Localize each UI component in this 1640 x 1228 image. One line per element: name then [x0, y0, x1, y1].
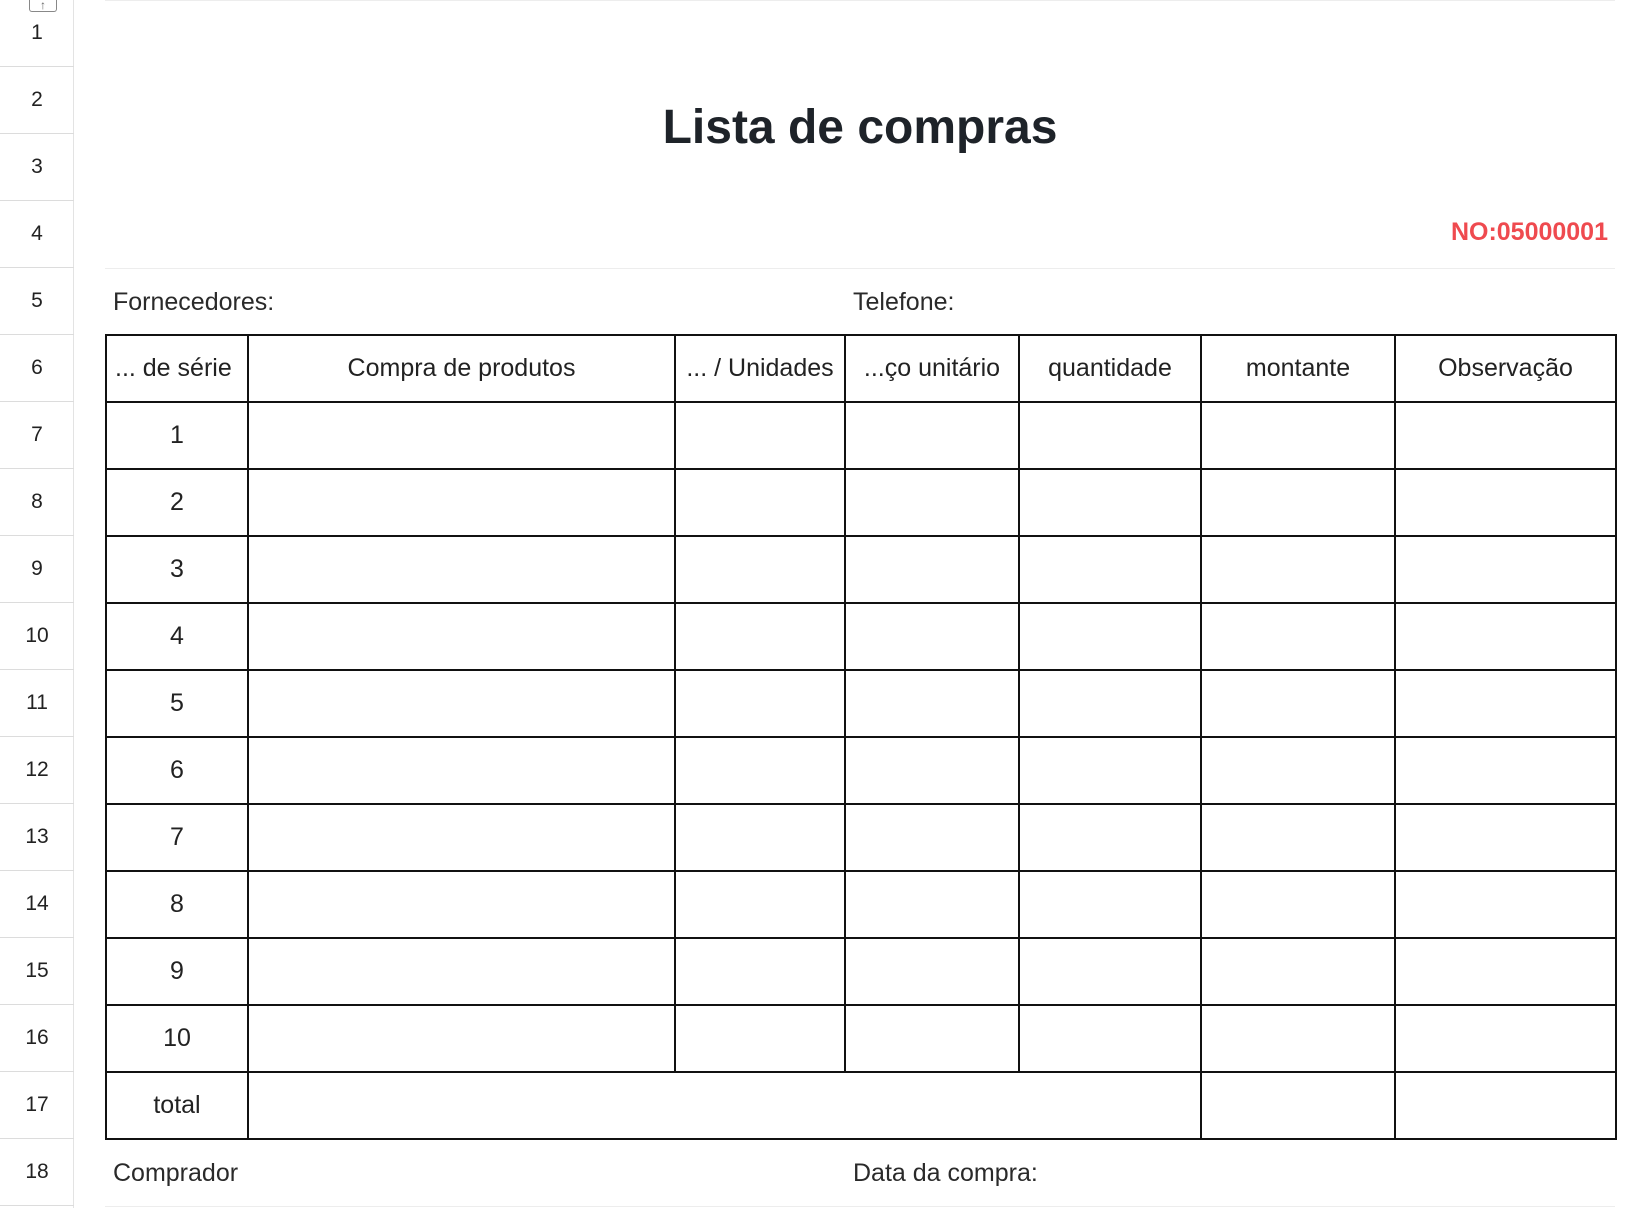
amount-cell[interactable] — [1201, 938, 1395, 1005]
amount-cell[interactable] — [1201, 737, 1395, 804]
row-header-15[interactable] — [0, 938, 74, 1005]
amount-cell[interactable] — [1201, 603, 1395, 670]
row-header-10[interactable] — [0, 603, 74, 670]
unit-price-cell[interactable] — [845, 402, 1019, 469]
row-header-18[interactable] — [0, 1139, 74, 1206]
notes-cell[interactable] — [1395, 670, 1616, 737]
col-header-quantity[interactable]: quantidade — [1019, 335, 1201, 402]
row-number: 13 — [25, 825, 49, 848]
row-number: 6 — [31, 356, 43, 379]
units-cell[interactable] — [675, 804, 845, 871]
purchase-table — [105, 334, 1617, 1140]
purchase-date-label: Data da compra: — [853, 1159, 1038, 1187]
row-number: 4 — [31, 222, 43, 245]
serial-cell[interactable]: 2 — [106, 469, 248, 536]
notes-cell[interactable] — [1395, 737, 1616, 804]
row-number: 11 — [26, 691, 48, 714]
notes-cell[interactable] — [1395, 536, 1616, 603]
row-number: 8 — [31, 490, 43, 513]
units-cell[interactable] — [675, 402, 845, 469]
notes-cell[interactable] — [1395, 938, 1616, 1005]
row-number: 5 — [31, 289, 43, 312]
quantity-cell[interactable] — [1019, 603, 1201, 670]
units-cell[interactable] — [675, 737, 845, 804]
table-row — [106, 603, 1616, 670]
row-number: 7 — [31, 423, 43, 446]
product-cell[interactable] — [248, 402, 675, 469]
row-number: 9 — [31, 557, 43, 580]
table-row — [106, 469, 1616, 536]
serial-cell[interactable]: 9 — [106, 938, 248, 1005]
serial-cell[interactable]: 1 — [106, 402, 248, 469]
row-number: 17 — [25, 1093, 49, 1116]
col-header-unit-price[interactable]: ...ço unitário — [845, 335, 1019, 402]
units-cell[interactable] — [675, 938, 845, 1005]
quantity-cell[interactable] — [1019, 670, 1201, 737]
table-row — [106, 737, 1616, 804]
product-cell[interactable] — [248, 804, 675, 871]
quantity-cell[interactable] — [1019, 804, 1201, 871]
row-header-13[interactable] — [0, 804, 74, 871]
units-cell[interactable] — [675, 871, 845, 938]
table-row — [106, 402, 1616, 469]
row-number: 16 — [25, 1026, 49, 1049]
serial-cell[interactable]: 8 — [106, 871, 248, 938]
total-row — [106, 1072, 1616, 1139]
table-row — [106, 938, 1616, 1005]
unit-price-cell[interactable] — [845, 804, 1019, 871]
quantity-cell[interactable] — [1019, 871, 1201, 938]
cell-gridline — [105, 1206, 1615, 1207]
quantity-cell[interactable] — [1019, 469, 1201, 536]
unit-price-cell[interactable] — [845, 938, 1019, 1005]
row-number: 10 — [25, 624, 49, 647]
units-cell[interactable] — [675, 469, 845, 536]
units-cell[interactable] — [675, 603, 845, 670]
unit-price-cell[interactable] — [845, 1005, 1019, 1072]
total-amount-cell[interactable] — [1201, 1072, 1395, 1139]
quantity-cell[interactable] — [1019, 1005, 1201, 1072]
row-number: 12 — [25, 758, 49, 781]
row-header-8[interactable] — [0, 469, 74, 536]
row-header-5[interactable] — [0, 268, 74, 335]
col-header-serial[interactable]: ... de série — [106, 335, 248, 402]
row-header-6[interactable] — [0, 335, 74, 402]
cell-gridline — [105, 0, 1615, 1]
document-number: NO:05000001 — [1450, 218, 1608, 246]
product-cell[interactable] — [248, 670, 675, 737]
quantity-cell[interactable] — [1019, 536, 1201, 603]
row-number: 3 — [31, 155, 43, 178]
product-cell[interactable] — [248, 603, 675, 670]
serial-cell[interactable]: 4 — [106, 603, 248, 670]
row-header-4[interactable] — [0, 201, 74, 268]
buyer-label: Comprador — [113, 1159, 239, 1187]
notes-cell[interactable] — [1395, 402, 1616, 469]
unit-price-cell[interactable] — [845, 871, 1019, 938]
total-label-cell[interactable]: total — [106, 1072, 248, 1139]
amount-cell[interactable] — [1201, 1005, 1395, 1072]
supplier-label: Fornecedores: — [113, 288, 275, 316]
page-title: Lista de compras — [662, 101, 1058, 154]
row-header-3[interactable] — [0, 134, 74, 201]
product-cell[interactable] — [248, 536, 675, 603]
unit-price-cell[interactable] — [845, 469, 1019, 536]
row-header-1[interactable] — [0, 0, 74, 67]
unit-price-cell[interactable] — [845, 536, 1019, 603]
cell-gridline — [105, 268, 1615, 269]
units-cell[interactable] — [675, 536, 845, 603]
row-header-12[interactable] — [0, 737, 74, 804]
row-header-14[interactable] — [0, 871, 74, 938]
units-cell[interactable] — [675, 670, 845, 737]
serial-cell[interactable]: 3 — [106, 536, 248, 603]
col-header-notes[interactable]: Observação — [1395, 335, 1616, 402]
amount-cell[interactable] — [1201, 536, 1395, 603]
row-number: 18 — [25, 1160, 49, 1183]
amount-cell[interactable] — [1201, 469, 1395, 536]
row-number: 14 — [25, 892, 49, 915]
table-row — [106, 871, 1616, 938]
notes-cell[interactable] — [1395, 469, 1616, 536]
row-header-2[interactable] — [0, 67, 74, 134]
table-row — [106, 536, 1616, 603]
row-number: 1 — [31, 21, 43, 44]
notes-cell[interactable] — [1395, 1005, 1616, 1072]
product-cell[interactable] — [248, 871, 675, 938]
serial-cell[interactable]: 5 — [106, 670, 248, 737]
serial-cell[interactable]: 7 — [106, 804, 248, 871]
unit-price-cell[interactable] — [845, 670, 1019, 737]
product-cell[interactable] — [248, 737, 675, 804]
col-header-amount[interactable]: montante — [1201, 335, 1395, 402]
product-cell[interactable] — [248, 1005, 675, 1072]
row-header-17[interactable] — [0, 1072, 74, 1139]
freeze-toggle-icon[interactable]: ↑ — [29, 0, 57, 12]
product-cell[interactable] — [248, 469, 675, 536]
amount-cell[interactable] — [1201, 804, 1395, 871]
total-merged-cell[interactable] — [248, 1072, 1201, 1139]
units-cell[interactable] — [675, 1005, 845, 1072]
unit-price-cell[interactable] — [845, 737, 1019, 804]
serial-cell[interactable]: 10 — [106, 1005, 248, 1072]
col-header-units[interactable]: ... / Unidades — [675, 335, 845, 402]
unit-price-cell[interactable] — [845, 603, 1019, 670]
table-row — [106, 804, 1616, 871]
sheet-area[interactable] — [105, 0, 1615, 1208]
row-number: 15 — [25, 959, 49, 982]
row-number: 2 — [31, 88, 43, 111]
row-header-9[interactable] — [0, 536, 74, 603]
row-header-7[interactable] — [0, 402, 74, 469]
row-header-gutter — [0, 0, 74, 1208]
quantity-cell[interactable] — [1019, 402, 1201, 469]
table-row — [106, 670, 1616, 737]
amount-cell[interactable] — [1201, 871, 1395, 938]
notes-cell[interactable] — [1395, 871, 1616, 938]
notes-cell[interactable] — [1395, 603, 1616, 670]
row-header-16[interactable] — [0, 1005, 74, 1072]
serial-cell[interactable]: 6 — [106, 737, 248, 804]
row-header-11[interactable] — [0, 670, 74, 737]
notes-cell[interactable] — [1395, 804, 1616, 871]
table-header-row — [106, 335, 1616, 402]
amount-cell[interactable] — [1201, 402, 1395, 469]
col-header-product[interactable]: Compra de produtos — [248, 335, 675, 402]
table-row — [106, 1005, 1616, 1072]
phone-label: Telefone: — [853, 288, 955, 316]
product-cell[interactable] — [248, 938, 675, 1005]
amount-cell[interactable] — [1201, 670, 1395, 737]
quantity-cell[interactable] — [1019, 737, 1201, 804]
quantity-cell[interactable] — [1019, 938, 1201, 1005]
total-notes-cell[interactable] — [1395, 1072, 1616, 1139]
